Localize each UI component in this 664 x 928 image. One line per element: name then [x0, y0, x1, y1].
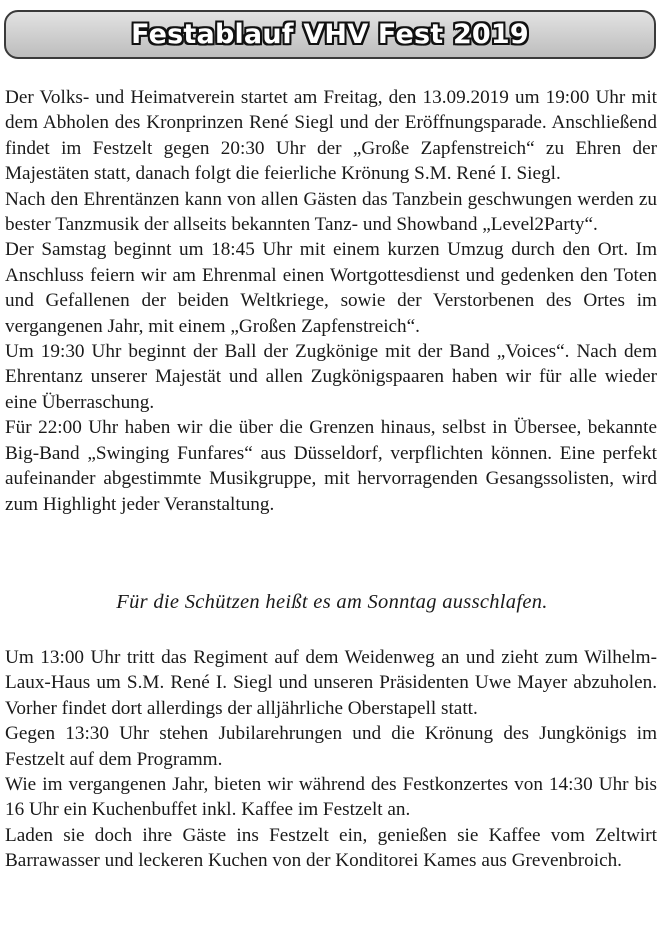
- paragraph-sunday-honors: Gegen 13:30 Uhr stehen Jubilarehrungen und die Krönung des Jungkönigs im Festzelt auf dem Programm.: [5, 723, 657, 770]
- paragraph-sunday-cake-buffet: Wie im vergangenen Jahr, bieten wir während des Festkonzertes von 14:30 Uhr bis 16 Uhr ein Kuchenbuffet inkl. Kaffee im Festzelt an.: [5, 774, 657, 821]
- paragraph-saturday-ball: Um 19:30 Uhr beginnt der Ball der Zugkönige mit der Band „Voices“. Nach dem Ehrentanz unserer Majestät und allen Zugkönigspaaren haben wir für alle wieder eine Überraschung.: [5, 341, 657, 413]
- paragraph-friday-opening: Der Volks- und Heimatverein startet am Freitag, den 13.09.2019 um 19:00 Uhr mit dem Abholen des Kronprinzen René Siegl und der Eröffnungsparade. Anschließend findet im Festzelt gegen 20:30 Uhr der „Große Zapfenstreich“ zu Ehren der Majestäten statt, danach folgt die feierliche Krönung S.M. René I. Siegl.: [5, 87, 657, 185]
- paragraph-sunday-invitation: Laden sie doch ihre Gäste ins Festzelt ein, genießen sie Kaffee vom Zeltwirt Barrawasser und leckeren Kuchen von der Konditorei Kames aus Grevenbroich.: [5, 824, 657, 872]
- paragraph-saturday-bigband: Für 22:00 Uhr haben wir die über die Grenzen hinaus, selbst in Übersee, bekannte Big-Band „Swinging Funfares“ aus Düsseldorf, verpflichten können. Eine perfekt aufeinander abgestimmte Musikgruppe, mit hervorragenden Gesangssolisten, wird zum Highlight jeder Veranstaltung.: [5, 417, 657, 515]
- friday-saturday-section: [5, 85, 657, 517]
- sunday-section: [5, 645, 657, 874]
- paragraph-friday-dance: Nach den Ehrentänzen kann von allen Gästen das Tanzbein geschwungen werden zu bester Tanzmusik der allseits bekannten Tanz- und Showband „Level2Party“.: [5, 188, 657, 236]
- page-title: Festablauf VHV Fest 2019: [131, 19, 529, 50]
- title-banner: [4, 10, 656, 59]
- paragraph-saturday-parade: Der Samstag beginnt um 18:45 Uhr mit einem kurzen Umzug durch den Ort. Im Anschluss feiern wir am Ehrenmal einen Wortgottesdienst und gedenken den Toten und Gefallenen der beiden Weltkriege, sowie der Verstorbenen des Ortes im vergangenen Jahr, mit einem „Großen Zapfenstreich“.: [5, 239, 657, 337]
- paragraph-sunday-regiment: Um 13:00 Uhr tritt das Regiment auf dem Weidenweg an und zieht zum Wilhelm-Laux-Haus um S.M. René I. Siegl und unseren Präsidenten Uwe Mayer abzuholen. Vorher findet dort allerdings der alljährliche Oberstapell statt.: [5, 647, 657, 719]
- sunday-motto: Für die Schützen heißt es am Sonntag ausschlafen.: [116, 591, 548, 613]
